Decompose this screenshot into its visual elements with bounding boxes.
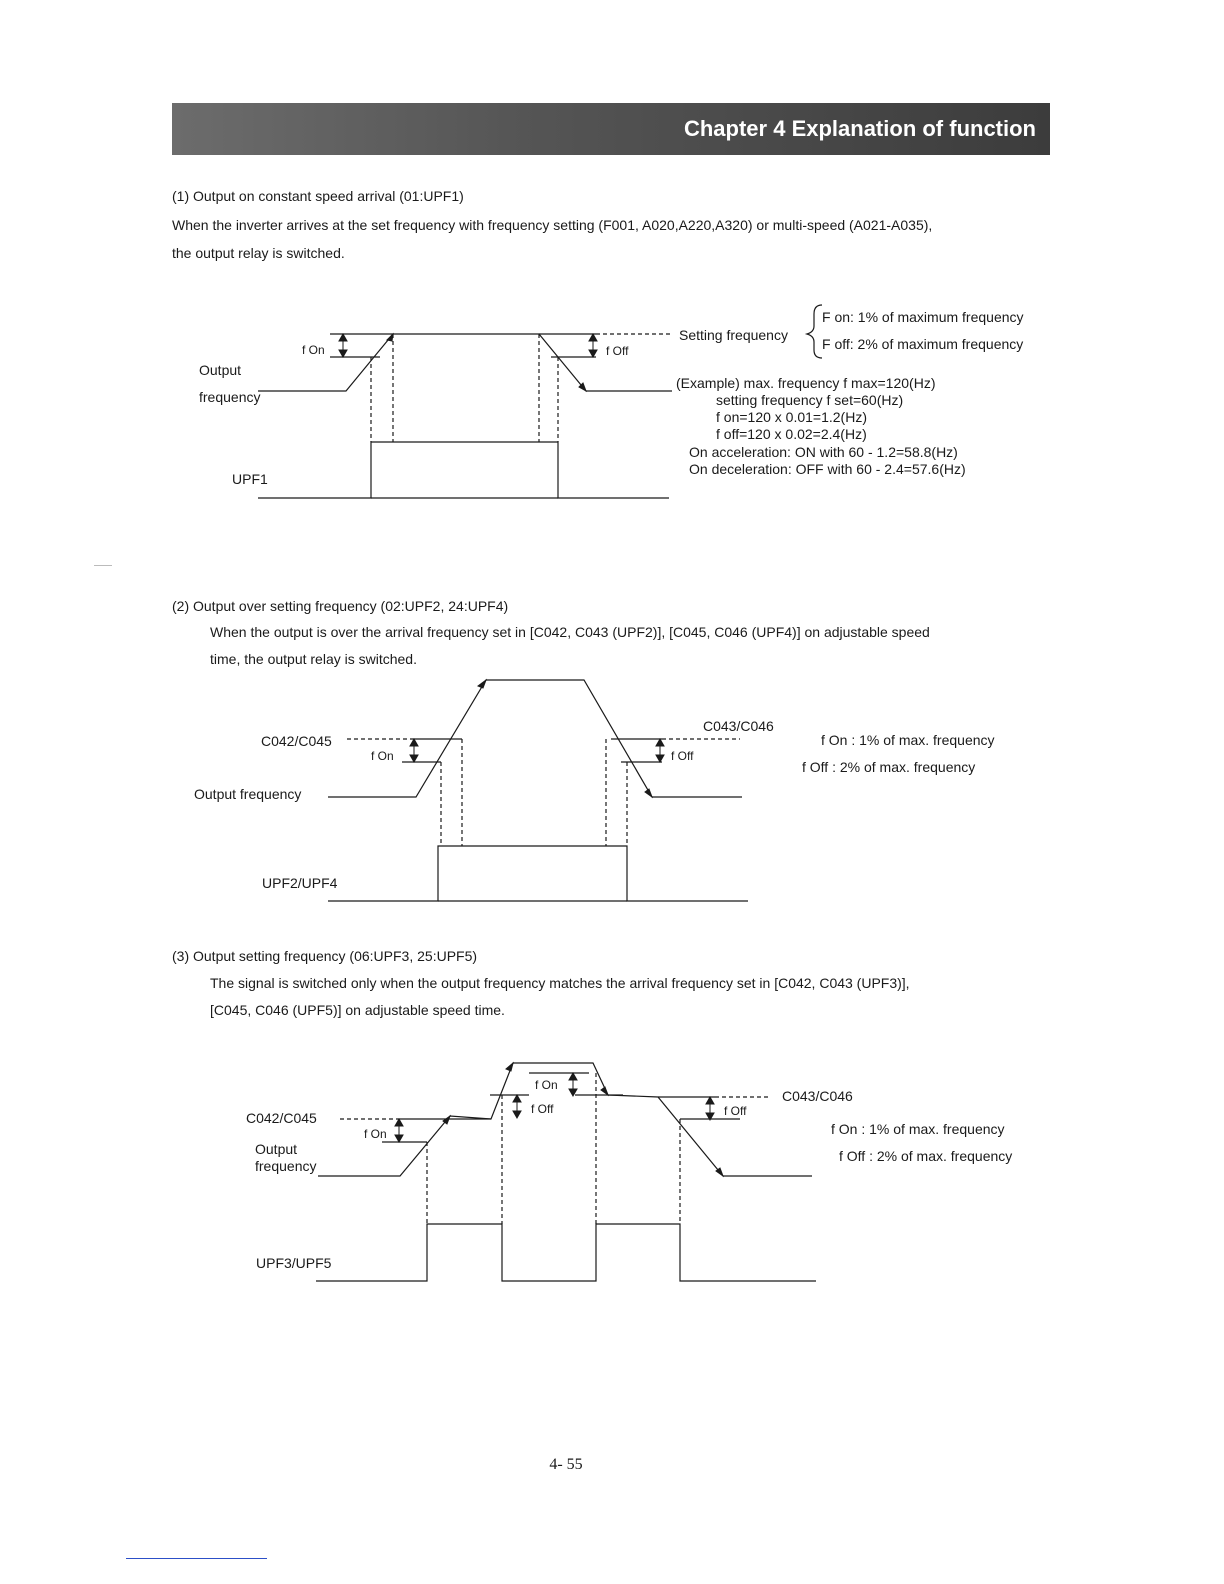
- upf1-signal-waveform: [258, 442, 669, 498]
- upf2-timing-diagram: [0, 670, 1224, 910]
- s1-example-line-5: On deceleration: OFF with 60 - 2.4=57.6(Hz): [689, 461, 966, 477]
- s1-example-line-2: f on=120 x 0.01=1.2(Hz): [716, 409, 867, 425]
- s2-legend-off: f Off : 2% of max. frequency: [802, 759, 976, 775]
- s1-f-off-label: f Off: [606, 344, 629, 358]
- upf2-signal-waveform: [328, 846, 748, 901]
- s2-left-level-label: C042/C045: [261, 733, 332, 749]
- s1-signal-label: UPF1: [232, 471, 268, 487]
- chapter-banner: [172, 103, 1050, 155]
- section3-body-line1: The signal is switched only when the output frequency matches the arrival frequency set in [C042, C043 (UPF3)],: [210, 975, 910, 991]
- s1-example-line-3: f off=120 x 0.02=2.4(Hz): [716, 426, 867, 442]
- section1-body-line1: When the inverter arrives at the set frequency with frequency setting (F001, A020,A220,A320) or multi-speed (A021-A035),: [172, 217, 933, 233]
- s3-f-on-label-1: f On: [364, 1127, 387, 1141]
- section1-body-line2: the output relay is switched.: [172, 245, 345, 261]
- upf3-timing-diagram: [0, 1050, 1224, 1290]
- s3-signal-label: UPF3/UPF5: [256, 1255, 332, 1271]
- s2-output-label: Output frequency: [194, 786, 302, 802]
- s3-output-label-2: frequency: [255, 1158, 317, 1174]
- setting-frequency-brace: [807, 305, 822, 358]
- s3-f-on-label-2: f On: [535, 1078, 558, 1092]
- upf1-timing-diagram: [0, 290, 1224, 520]
- s2-f-off-label: f Off: [671, 749, 694, 763]
- s2-f-on-label: f On: [371, 749, 394, 763]
- s1-output-label-2: frequency: [199, 389, 261, 405]
- upf3-signal-waveform: [316, 1224, 816, 1281]
- s3-f-off-label-1: f Off: [531, 1102, 554, 1116]
- page-number: 4- 55: [549, 1456, 583, 1473]
- s3-output-label-1: Output: [255, 1141, 298, 1157]
- footer-rule: [126, 1558, 267, 1559]
- s1-F-on-desc: F on: 1% of maximum frequency: [822, 309, 1024, 325]
- s3-legend-on: f On : 1% of max. frequency: [831, 1121, 1005, 1137]
- s1-example-line-1: setting frequency f set=60(Hz): [716, 392, 904, 408]
- s1-setting-frequency: Setting frequency: [679, 327, 788, 343]
- s3-left-level-label: C042/C045: [246, 1110, 317, 1126]
- section2-body-line1: When the output is over the arrival frequency set in [C042, C043 (UPF2)], [C045, C046 (UPF4)] on adjustable speed: [210, 624, 930, 640]
- s1-example-line-4: On acceleration: ON with 60 - 1.2=58.8(Hz): [689, 444, 958, 460]
- s2-right-level-label: C043/C046: [703, 718, 774, 734]
- s3-f-off-label-2: f Off: [724, 1104, 747, 1118]
- s1-example-line-0: (Example) max. frequency f max=120(Hz): [676, 375, 936, 391]
- s3-right-level-label: C043/C046: [782, 1088, 853, 1104]
- s1-f-on-label: f On: [302, 343, 325, 357]
- section3-title: (3) Output setting frequency (06:UPF3, 25:UPF5): [172, 948, 478, 964]
- chapter-title: Chapter 4 Explanation of function: [683, 116, 1036, 141]
- section2-title: (2) Output over setting frequency (02:UPF2, 24:UPF4): [172, 598, 509, 614]
- s2-signal-label: UPF2/UPF4: [262, 875, 338, 891]
- s3-legend-off: f Off : 2% of max. frequency: [839, 1148, 1013, 1164]
- s2-legend-on: f On : 1% of max. frequency: [821, 732, 995, 748]
- section3-body-line2: [C045, C046 (UPF5)] on adjustable speed time.: [210, 1002, 505, 1018]
- section1-title: (1) Output on constant speed arrival (01:UPF1): [172, 188, 464, 204]
- section2-body-line2: time, the output relay is switched.: [210, 651, 417, 667]
- s1-output-label-1: Output: [199, 362, 242, 378]
- margin-mark: [94, 565, 112, 566]
- s1-F-off-desc: F off: 2% of maximum frequency: [822, 336, 1024, 352]
